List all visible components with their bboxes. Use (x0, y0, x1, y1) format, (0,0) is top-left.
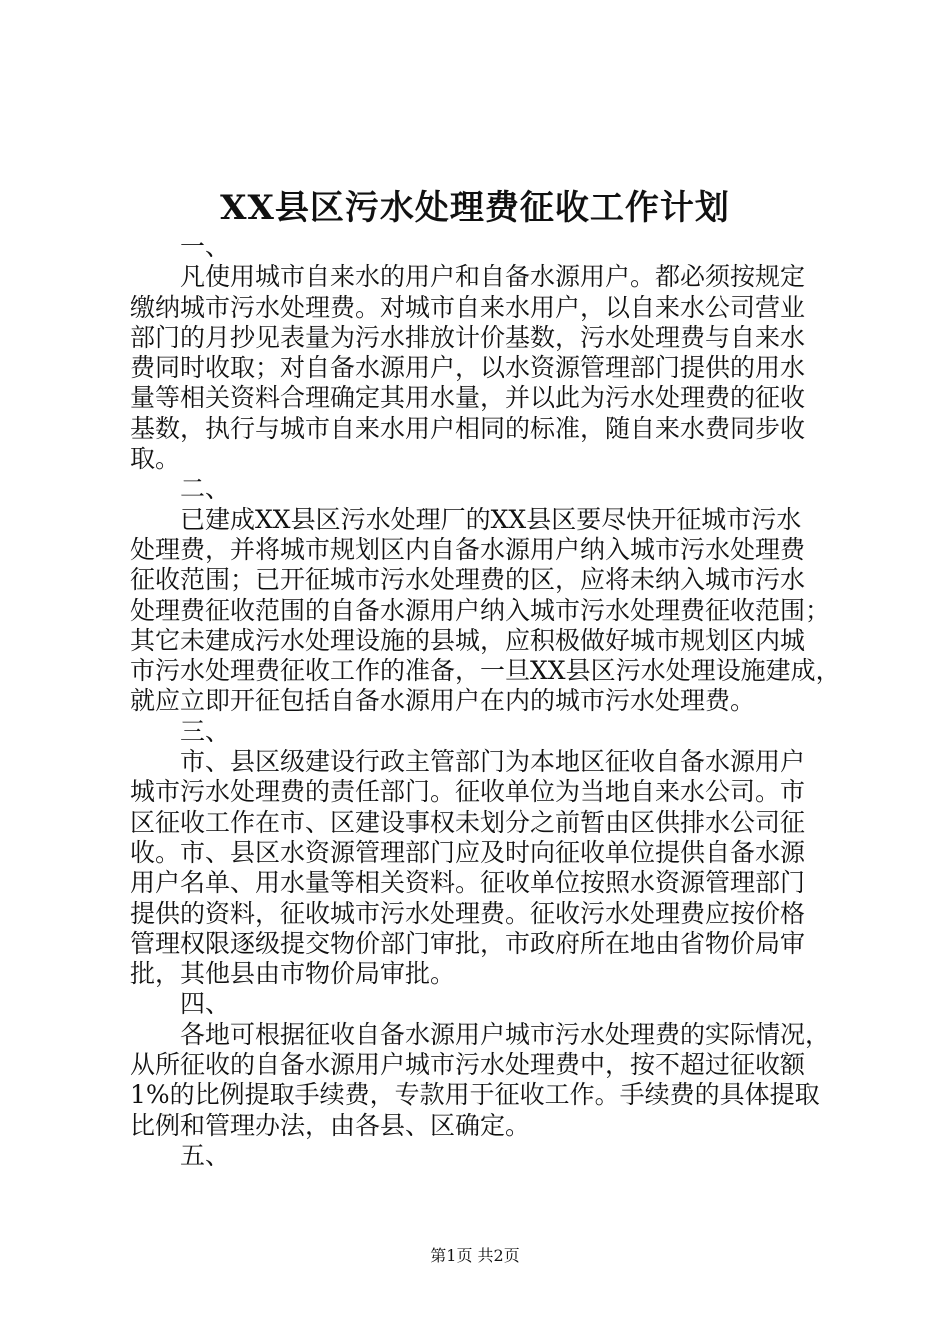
body-line: 管理权限逐级提交物价部门审批，市政府所在地由省物价局审 (130, 928, 806, 958)
section-heading-4: 四、 (180, 989, 231, 1019)
body-line: 其它未建成污水处理设施的县城，应积极做好城市规划区内城 (130, 625, 806, 655)
body-line: 部门的月抄见表量为污水排放计价基数，污水处理费与自来水 (130, 322, 806, 352)
body-line: 提供的资料，征收城市污水处理费。征收污水处理费应按价格 (130, 898, 806, 928)
body-line: 量等相关资料合理确定其用水量，并以此为污水处理费的征收 (130, 383, 806, 413)
body-line: 市污水处理费征收工作的准备，一旦XX县区污水处理设施建成， (130, 656, 841, 686)
body-line: 处理费，并将城市规划区内自备水源用户纳入城市污水处理费 (130, 534, 806, 564)
body-line: 就应立即开征包括自备水源用户在内的城市污水处理费。 (130, 686, 756, 716)
body-line: 比例和管理办法，由各县、区确定。 (130, 1110, 531, 1140)
section-heading-2: 二、 (180, 474, 231, 504)
body-line: 市、县区级建设行政主管部门为本地区征收自备水源用户 (130, 747, 806, 777)
body-line: 已建成XX县区污水处理厂的XX县区要尽快开征城市污水 (130, 504, 802, 534)
document-body (130, 232, 841, 1171)
section-heading-1: 一、 (180, 232, 231, 261)
body-line: 区征收工作在市、区建设事权未划分之前暂由区供排水公司征 (130, 807, 806, 837)
body-line: 凡使用城市自来水的用户和自备水源用户。都必须按规定 (130, 262, 806, 292)
body-line: 费同时收取；对自备水源用户，以水资源管理部门提供的用水 (130, 353, 806, 383)
page-footer: 第1页 共2页 (430, 1246, 520, 1265)
body-line: 批，其他县由市物价局审批。 (130, 959, 456, 989)
body-line: 处理费征收范围的自备水源用户纳入城市污水处理费征收范围； (130, 595, 831, 625)
body-line: 用户名单、用水量等相关资料。征收单位按照水资源管理部门 (130, 868, 806, 898)
body-line: 收。市、县区水资源管理部门应及时向征收单位提供自备水源 (130, 837, 806, 867)
body-line: 各地可根据征收自备水源用户城市污水处理费的实际情况， (130, 1019, 831, 1049)
body-line: 从所征收的自备水源用户城市污水处理费中，按不超过征收额 (130, 1050, 806, 1080)
body-line: 1%的比例提取手续费，专款用于征收工作。手续费的具体提取 (130, 1080, 820, 1110)
body-line: 基数，执行与城市自来水用户相同的标准，随自来水费同步收 (130, 413, 806, 443)
section-heading-3: 三、 (180, 716, 231, 746)
body-line: 缴纳城市污水处理费。对城市自来水用户，以自来水公司营业 (130, 292, 806, 322)
body-line: 征收范围；已开征城市污水处理费的区，应将未纳入城市污水 (130, 565, 806, 595)
section-heading-5: 五、 (180, 1140, 231, 1170)
document-title: XX县区污水处理费征收工作计划 (220, 188, 730, 228)
body-line: 取。 (130, 444, 181, 474)
body-line: 城市污水处理费的责任部门。征收单位为当地自来水公司。市 (130, 777, 806, 807)
